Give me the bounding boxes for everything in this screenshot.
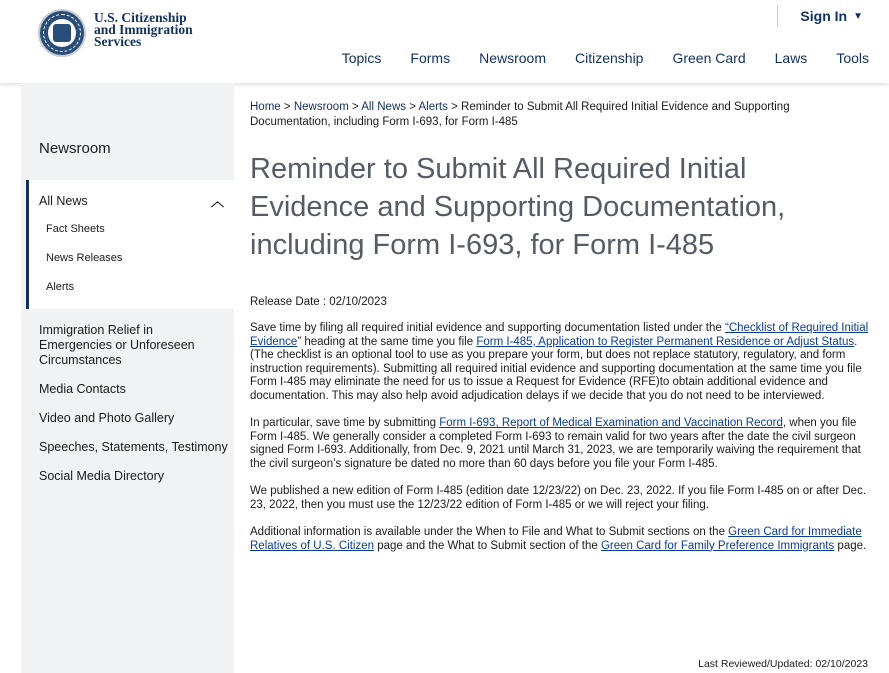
sidebar-item-immigration-relief[interactable]: Immigration Relief in Emergencies or Unforeseen Circumstances	[39, 323, 195, 367]
article-paragraph-3: We published a new edition of Form I-485 (edition date 12/23/22) on Dec. 23, 2022. If you file Form I-485 on or after Dec. 23, 2022, then you must use the 12/23/22 edition of Form I-485 or we will reject your filing.	[250, 485, 867, 511]
nav-green-card[interactable]: Green Card	[672, 50, 746, 66]
chevron-up-icon[interactable]: ︿	[210, 194, 224, 209]
link-form-i485[interactable]: Form I-485, Application to Register Permanent Residence or Adjust Status	[476, 335, 855, 348]
agency-name-line2: and Immigration	[94, 22, 193, 37]
release-date	[250, 296, 870, 308]
sidebar-item-video-gallery[interactable]: Video and Photo Gallery	[39, 411, 175, 425]
nav-newsroom[interactable]: Newsroom	[479, 50, 546, 66]
breadcrumb-current: Reminder to Submit All Required Initial Evidence and Supporting Documentation, including Form I-693, for Form I-485	[250, 101, 790, 128]
nav-tools[interactable]: Tools	[836, 50, 869, 66]
breadcrumb	[250, 100, 870, 130]
last-reviewed: Last Reviewed/Updated: 02/10/2023	[698, 658, 868, 670]
breadcrumb-all-news[interactable]: All News	[361, 101, 406, 113]
sidebar-group-all-news	[26, 180, 234, 309]
nav-forms[interactable]: Forms	[410, 50, 451, 66]
sidebar-item-speeches[interactable]: Speeches, Statements, Testimony	[39, 440, 228, 454]
breadcrumb-alerts[interactable]: Alerts	[418, 101, 448, 113]
breadcrumb-sep: >	[351, 101, 359, 113]
page-title: Reminder to Submit All Required Initial Evidence and Supporting Documentation, including Form I-693, for Form I-485	[250, 153, 786, 261]
main-nav	[313, 50, 869, 66]
agency-name	[94, 12, 193, 48]
agency-name-line1: U.S. Citizenship	[94, 10, 187, 25]
link-immediate-relatives[interactable]: Green Card for Immediate Relatives of U.S. Citizen	[250, 526, 862, 552]
breadcrumb-sep: >	[409, 101, 416, 113]
nav-citizenship[interactable]: Citizenship	[574, 50, 644, 66]
breadcrumb-home[interactable]: Home	[250, 101, 281, 113]
article-paragraph-4: Additional information is available under the When to File and What to Submit sections on the Green Card for Immediate Relatives of U.S. Citizen page and the What to Submit section of the Green Card for Family Preference Immigrants page.	[250, 526, 867, 552]
link-checklist[interactable]: “Checklist of Required Initial Evidence	[250, 322, 869, 348]
agency-name-line3: Services	[94, 34, 142, 49]
caret-down-icon: ▼	[853, 10, 863, 22]
sidebar	[21, 83, 234, 673]
link-form-i693[interactable]: Form I-693, Report of Medical Examination and Vaccination Record	[439, 417, 783, 429]
release-date-label: Release Date :	[250, 296, 327, 308]
dhs-seal-icon	[38, 9, 86, 57]
breadcrumb-sep: >	[451, 101, 458, 113]
breadcrumb-newsroom[interactable]: Newsroom	[293, 101, 349, 113]
site-header	[0, 0, 889, 83]
release-date-value: 02/10/2023	[329, 296, 387, 308]
article-paragraph-2: In particular, save time by submitting Form I-693, Report of Medical Examination and Vaccination Record, when you file Form I-485. We generally consider a completed Form I-693 to remain valid for two years after the date the civil surgeon signed Form I-693. Additionally, from Dec. 9, 2021 until March 31, 2023, we are temporarily waiving the requirement that the civil surgeon’s signature be dated no more than 60 days before you file your Form I-485.	[250, 417, 861, 470]
sidebar-item-all-news[interactable]: All News	[39, 194, 88, 208]
article-paragraph-1: Save time by filing all required initial evidence and supporting documentation listed under the “Checklist of Required Initial Evidence” heading at the same time you file Form I-485, Application to Register Permanent Residence or Adjust Status. (The checklist is an optional tool to use as you prepare your form, but does not replace statutory, regulatory, and form instruction requirements). Submitting all required initial evidence and supporting documentation at the same time you file Form I-485 may eliminate the need for us to issue a Request for Evidence (RFE)to obtain additional evidence and documentation. This may also help avoid adjudication delays if we decide that you do not need to be interviewed.	[250, 322, 869, 402]
main-content	[250, 100, 870, 553]
sidebar-item-alerts[interactable]: Alerts	[46, 281, 75, 293]
uscis-logo[interactable]	[38, 9, 193, 57]
link-family-preference[interactable]: Green Card for Family Preference Immigrants	[600, 539, 835, 552]
nav-topics[interactable]: Topics	[341, 50, 382, 66]
sidebar-item-news-releases[interactable]: News Releases	[46, 252, 123, 264]
sidebar-item-media-contacts[interactable]: Media Contacts	[39, 382, 126, 396]
sidebar-links	[39, 323, 229, 498]
sidebar-title: Newsroom	[39, 140, 111, 157]
signin-divider	[777, 5, 778, 27]
sidebar-item-social-media[interactable]: Social Media Directory	[39, 469, 165, 483]
nav-laws[interactable]: Laws	[774, 50, 808, 66]
sign-in-label: Sign In	[800, 8, 848, 24]
sidebar-item-fact-sheets[interactable]: Fact Sheets	[46, 223, 105, 235]
sign-in-button[interactable]	[800, 8, 863, 24]
breadcrumb-sep: >	[283, 101, 291, 113]
